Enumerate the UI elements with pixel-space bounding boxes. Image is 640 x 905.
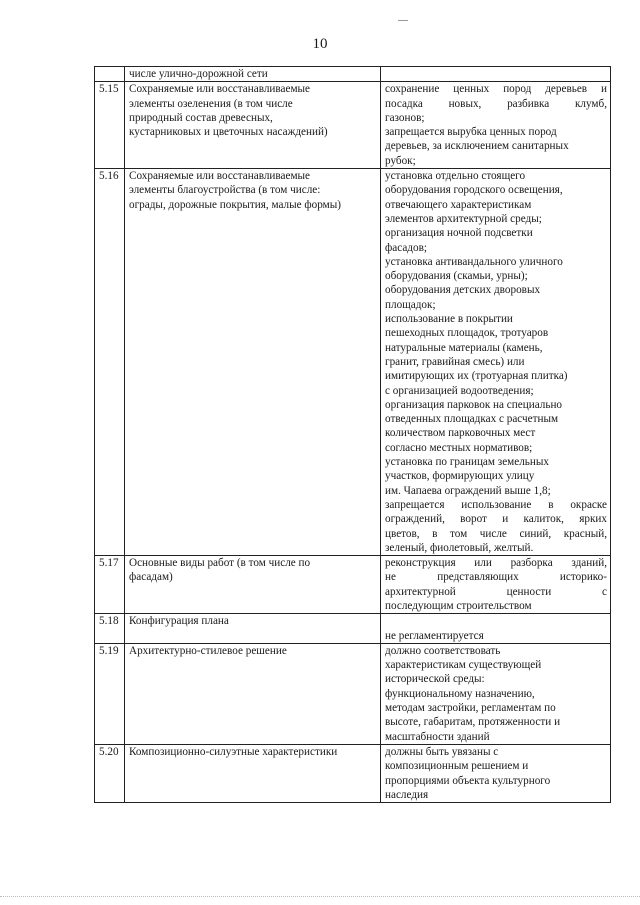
requirement-line: пропорциями объекта культурного	[385, 774, 551, 787]
table-row	[95, 744, 611, 802]
table-row	[95, 643, 611, 744]
requirement-line: оборудования (скамьи, урны);	[385, 270, 528, 283]
requirement-line: рубок;	[385, 154, 416, 167]
parameter-line: фасадам)	[129, 571, 173, 584]
requirement-line: запрещается вырубка ценных пород	[385, 126, 557, 139]
parameter-line: ограды, дорожные покрытия, малые формы)	[129, 198, 341, 211]
regulations-table	[94, 66, 611, 803]
row-requirement	[381, 169, 611, 556]
requirement-line: ограждений, ворот и калиток, ярких	[385, 513, 607, 526]
parameter-line: числе улично-дорожной сети	[129, 68, 268, 80]
requirement-line: характеристикам существующей	[385, 659, 542, 672]
row-number: 5.18	[95, 614, 125, 644]
row-parameter	[125, 556, 381, 614]
page-number: 10	[312, 36, 328, 52]
requirement-line: запрещается использование в окраске	[385, 498, 607, 511]
row-requirement	[381, 67, 611, 82]
requirement-line: деревьев, за исключением санитарных	[385, 140, 569, 153]
table-row	[95, 614, 611, 644]
requirement-line: высоте, габаритам, протяженности и	[385, 716, 561, 729]
parameter-line: кустарниковых и цветочных насаждений)	[129, 126, 328, 139]
requirement-line: методам застройки, регламентам по	[385, 702, 556, 715]
row-number: 5.19	[95, 643, 125, 744]
parameter-line: Основные виды работ (в том числе по	[129, 557, 311, 570]
table-row	[95, 67, 611, 82]
requirement-line: функциональному назначению,	[385, 687, 535, 700]
requirement-line: участков, формирующих улицу	[385, 470, 535, 483]
requirement-line: сохранение ценных пород деревьев и	[385, 83, 607, 96]
requirement-line: масштабности зданий	[385, 730, 490, 743]
requirement-line: газонов;	[385, 111, 425, 124]
requirement-line: использование в покрытии	[385, 313, 513, 326]
row-parameter	[125, 643, 381, 744]
requirement-line: оборудования городского освещения,	[385, 184, 563, 197]
parameter-line: Конфигурация плана	[129, 615, 229, 628]
requirement-line: с организацией водоотведения;	[385, 384, 534, 397]
requirement-line: цветов, в том числе синий, красный,	[385, 527, 607, 540]
parameter-line: Сохраняемые или восстанавливаемые	[129, 83, 311, 96]
row-parameter	[125, 614, 381, 644]
row-parameter	[125, 744, 381, 802]
requirement-line: оборудования детских дворовых	[385, 284, 541, 297]
table-row	[95, 82, 611, 169]
requirement-line: не представляющих историко-	[385, 571, 607, 584]
row-number	[95, 67, 125, 82]
requirement-line: элементов архитектурной среды;	[385, 212, 542, 225]
row-parameter	[125, 82, 381, 169]
requirement-line: архитектурной ценности с	[385, 585, 607, 598]
requirement-line: согласно местных нормативов;	[385, 441, 533, 454]
requirement-line	[385, 614, 607, 628]
parameter-line: элементы благоустройства (в том числе:	[129, 184, 321, 197]
parameter-line: Архитектурно-стилевое решение	[129, 644, 287, 657]
requirement-line: отведенных площадках с расчетным	[385, 413, 559, 426]
requirement-line: имитирующих их (тротуарная плитка)	[385, 370, 568, 383]
requirement-line: установка отдельно стоящего	[385, 170, 526, 183]
requirement-line: установка антивандального уличного	[385, 255, 563, 268]
parameter-line: Сохраняемые или восстанавливаемые	[129, 170, 311, 183]
requirement-line: реконструкция или разборка зданий,	[385, 557, 607, 570]
row-number: 5.17	[95, 556, 125, 614]
row-requirement	[381, 82, 611, 169]
requirement-line: организация ночной подсветки	[385, 227, 533, 240]
requirement-line: фасадов;	[385, 241, 427, 254]
requirement-line: последующим строительством	[385, 599, 532, 612]
row-number: 5.15	[95, 82, 125, 169]
table-row	[95, 169, 611, 556]
row-number: 5.20	[95, 744, 125, 802]
requirement-line: количеством парковочных мест	[385, 427, 536, 440]
row-requirement	[381, 556, 611, 614]
requirement-line: должно соответствовать	[385, 644, 501, 657]
requirement-line: им. Чапаева ограждений выше 1,8;	[385, 484, 551, 497]
requirement-line: гранит, гравийная смесь) или	[385, 355, 525, 368]
parameter-line: элементы озеленения (в том числе	[129, 97, 293, 110]
row-parameter	[125, 169, 381, 556]
requirement-line: площадок;	[385, 298, 436, 311]
requirement-line: пешеходных площадок, тротуаров	[385, 327, 549, 340]
requirement-line: отвечающего характеристикам	[385, 198, 532, 211]
page-bottom-edge	[0, 896, 640, 897]
row-requirement	[381, 614, 611, 644]
requirement-line: не регламентируется	[385, 629, 484, 642]
requirement-line: установка по границам земельных	[385, 456, 549, 469]
requirement-line: должны быть увязаны с	[385, 745, 499, 758]
row-requirement	[381, 643, 611, 744]
requirement-line: наследия	[385, 788, 429, 801]
row-number: 5.16	[95, 169, 125, 556]
requirement-line: посадка новых, разбивка клумб,	[385, 97, 607, 110]
row-parameter	[125, 67, 381, 82]
requirement-line: зеленый, фиолетовый, желтый.	[385, 541, 534, 554]
requirement-line: натуральные материалы (камень,	[385, 341, 543, 354]
table-row	[95, 556, 611, 614]
requirement-line: организация парковок на специально	[385, 398, 563, 411]
requirement-line: композиционным решением и	[385, 760, 529, 773]
requirement-line: исторической среды:	[385, 673, 485, 686]
parameter-line: Композиционно-силуэтные характеристики	[129, 745, 338, 758]
parameter-line: природный состав древесных,	[129, 111, 273, 124]
row-requirement	[381, 744, 611, 802]
scan-mark	[398, 20, 408, 21]
